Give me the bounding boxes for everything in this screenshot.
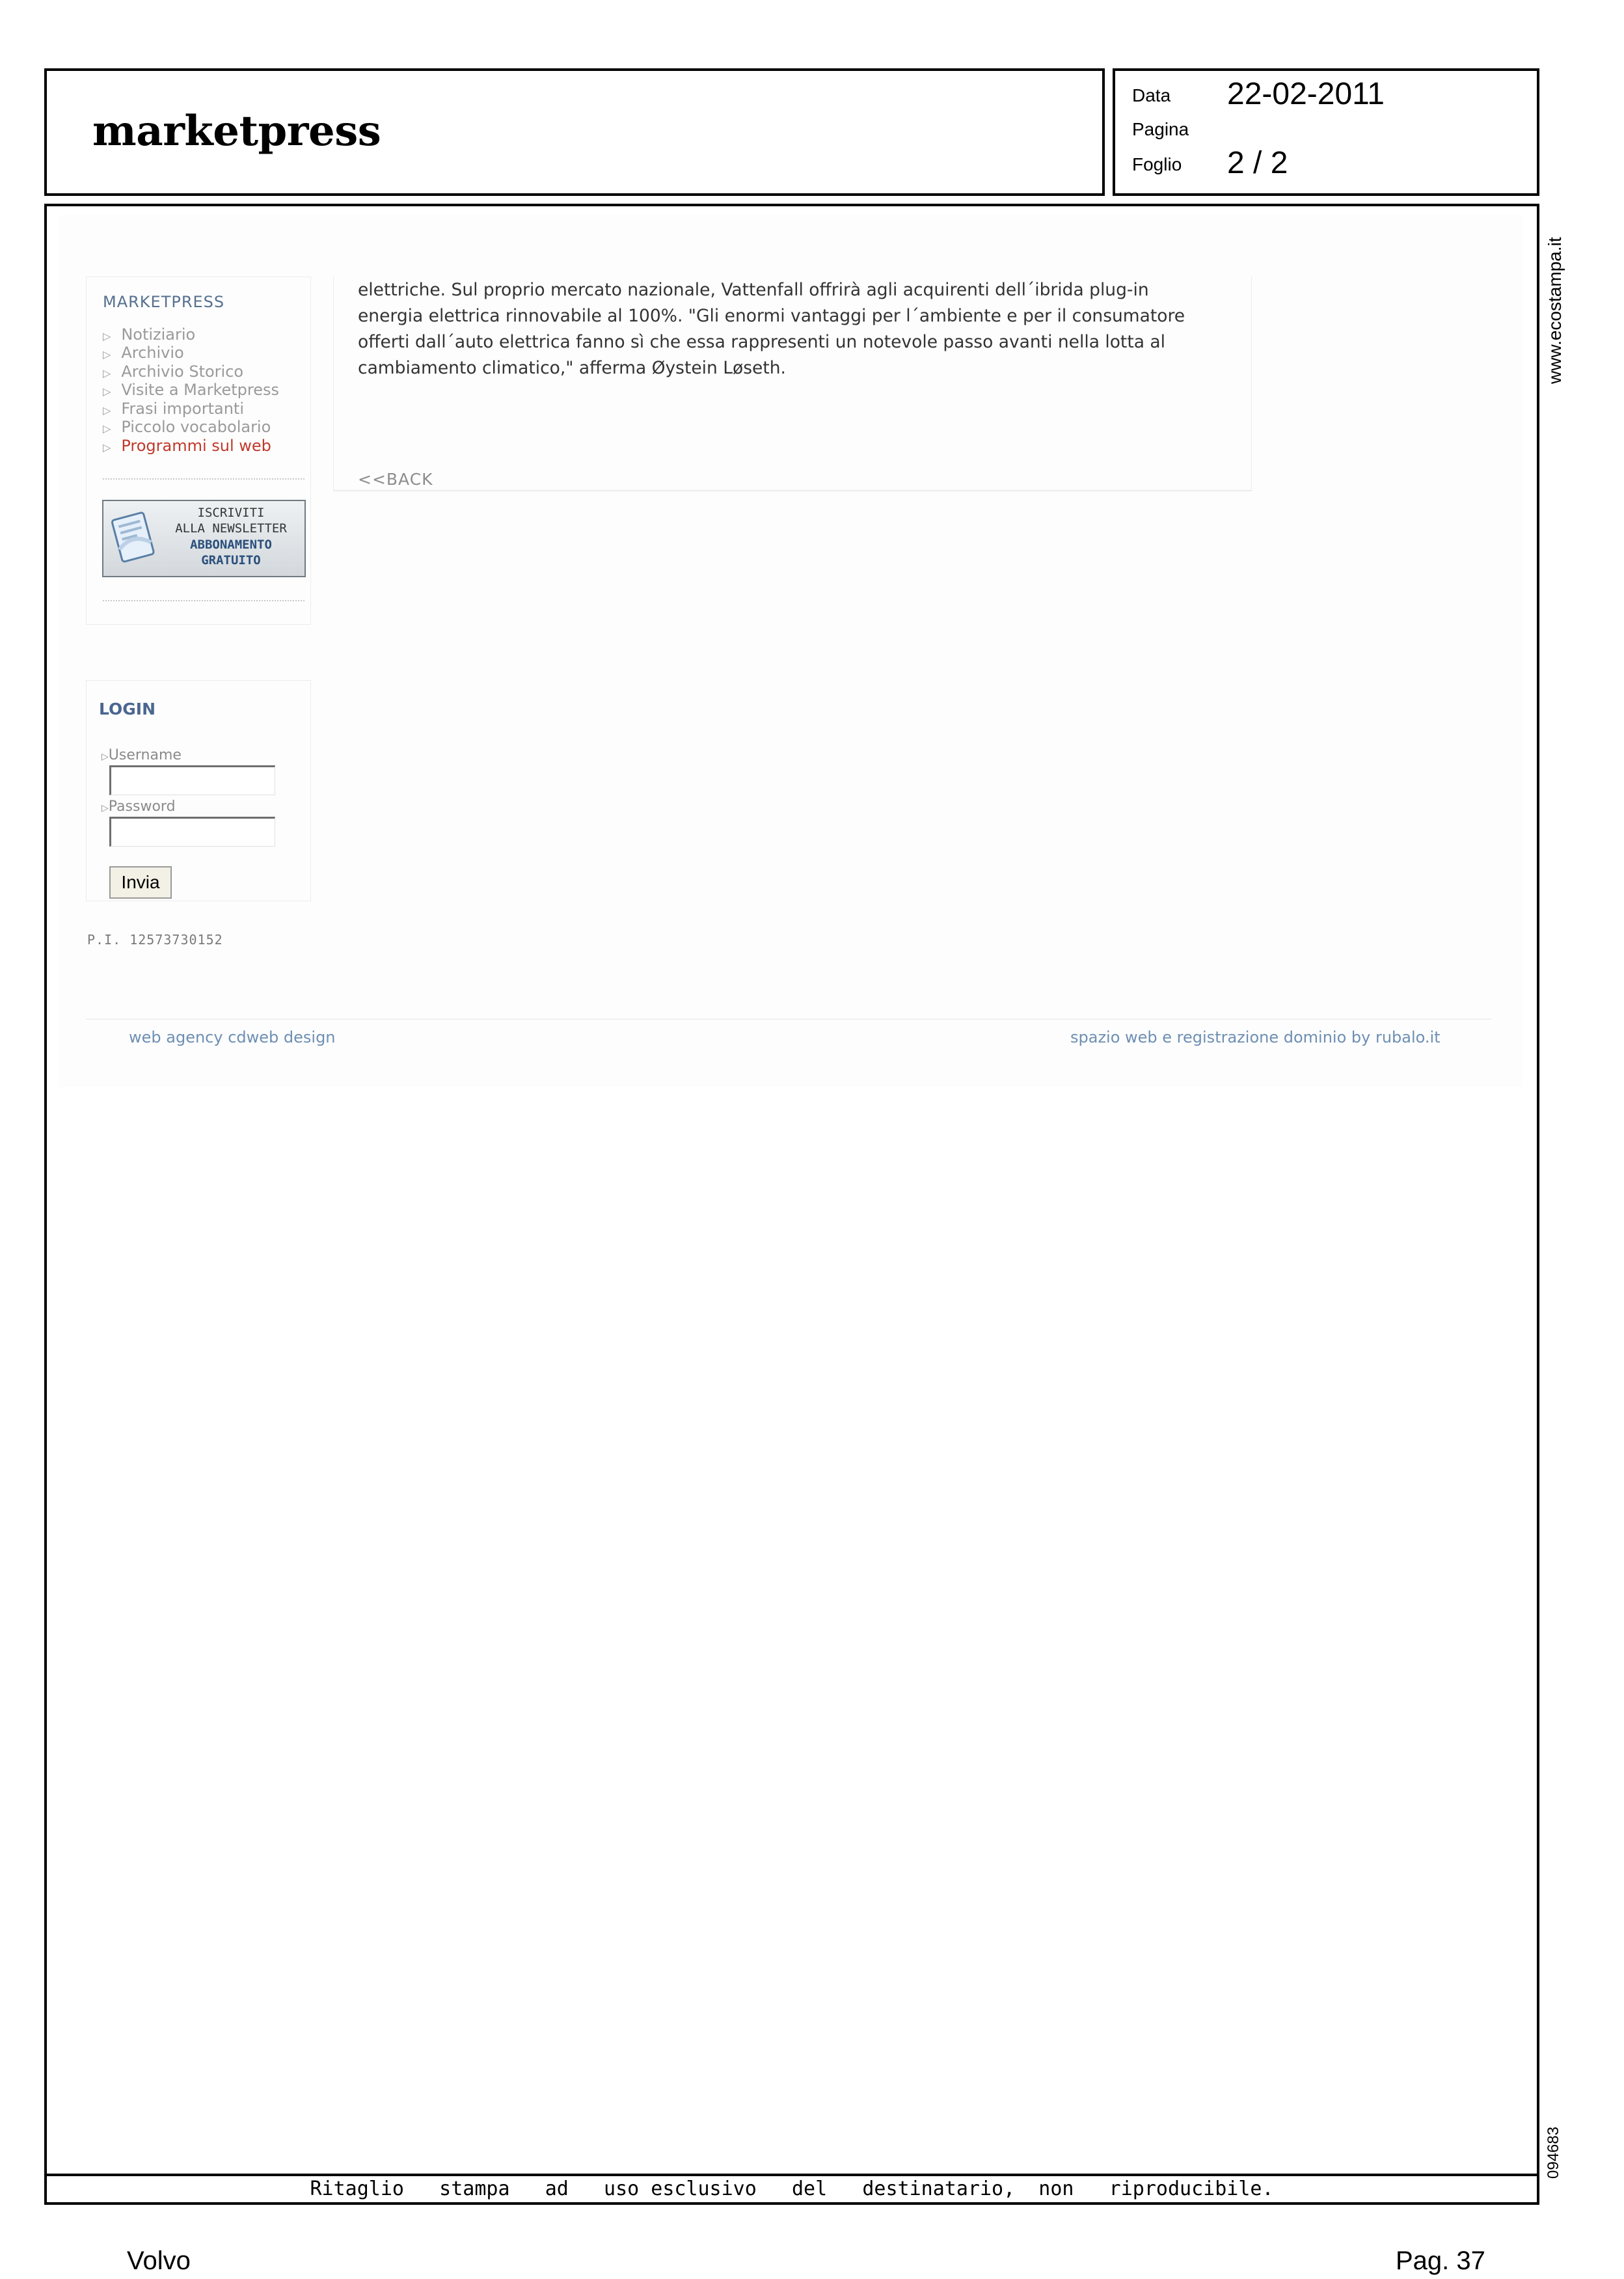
- arrow-right-icon: ▷: [102, 752, 109, 762]
- article-line: offerti dall´auto elettrica fanno sì che essa rappresenti un notevole passo avanti nella lotta al: [358, 332, 1165, 352]
- newsletter-line-1: ISCRIVITI: [197, 506, 265, 520]
- newsletter-line-2: ALLA NEWSLETTER: [175, 521, 287, 536]
- foglio-label: Foglio: [1132, 154, 1182, 174]
- arrow-right-icon: ▷: [103, 404, 111, 416]
- nav-item-archivio-storico[interactable]: ▷ Archivio Storico: [103, 362, 244, 381]
- footer-divider: [86, 1018, 1491, 1020]
- clipping-notice: Ritaglio stampa ad uso esclusivo del destinatario, non riproducibile.: [310, 2177, 1274, 2200]
- nav-item-visite[interactable]: ▷ Visite a Marketpress: [103, 381, 280, 399]
- arrow-right-icon: ▷: [103, 330, 111, 342]
- username-label: ▷Username: [102, 747, 182, 763]
- clipping-code: 094683: [1545, 2126, 1562, 2179]
- password-input[interactable]: [109, 817, 275, 847]
- article-line: energia elettrica rinnovabile al 100%. "Gli enormi vantaggi per l´ambiente e per il consumatore: [358, 306, 1185, 326]
- password-label: ▷Password: [102, 798, 176, 815]
- nav-item-notiziario[interactable]: ▷ Notiziario: [103, 325, 196, 344]
- arrow-right-icon: ▷: [103, 441, 111, 454]
- notice-divider: [44, 2174, 1539, 2176]
- back-link[interactable]: <<BACK: [358, 470, 433, 489]
- footer-agency-link[interactable]: web agency cdweb design: [129, 1028, 336, 1046]
- divider: [103, 478, 304, 480]
- arrow-right-icon: ▷: [103, 385, 111, 398]
- data-value: 22-02-2011: [1227, 77, 1385, 111]
- publication-name: marketpress: [92, 107, 381, 156]
- pagina-label: Pagina: [1132, 119, 1189, 139]
- arrow-right-icon: ▷: [103, 367, 111, 379]
- header-meta-box: [1113, 68, 1539, 196]
- nav-item-frasi[interactable]: ▷ Frasi importanti: [103, 400, 244, 418]
- article-line: cambiamento climatico," afferma Øystein Løseth.: [358, 358, 786, 378]
- page-number: Pag. 37: [1396, 2246, 1485, 2275]
- header-publication-box: [44, 68, 1105, 196]
- client-name: Volvo: [127, 2246, 191, 2275]
- newsletter-line-4: GRATUITO: [201, 553, 261, 567]
- username-input[interactable]: [109, 765, 275, 795]
- sidebar-title: MARKETPRESS: [103, 293, 225, 311]
- nav-item-programmi[interactable]: ▷ Programmi sul web: [103, 437, 271, 455]
- nav-item-archivio[interactable]: ▷ Archivio: [103, 344, 184, 362]
- footer-hosting-link[interactable]: spazio web e registrazione dominio by rubalo.it: [1070, 1028, 1441, 1046]
- nav-item-vocabolario[interactable]: ▷ Piccolo vocabolario: [103, 418, 271, 436]
- arrow-right-icon: ▷: [102, 803, 109, 813]
- data-label: Data: [1132, 85, 1171, 105]
- arrow-right-icon: ▷: [103, 422, 111, 435]
- ecostampa-url: www.ecostampa.it: [1545, 237, 1565, 384]
- login-title: LOGIN: [99, 700, 156, 718]
- arrow-right-icon: ▷: [103, 348, 111, 361]
- foglio-value: 2 / 2: [1227, 146, 1288, 180]
- vat-number: P.I. 12573730152: [87, 932, 223, 948]
- newsletter-line-3: ABBONAMENTO: [190, 538, 272, 552]
- divider: [103, 600, 304, 601]
- newsletter-document-icon: [108, 506, 160, 571]
- article-line: elettriche. Sul proprio mercato nazionale, Vattenfall offrirà agli acquirenti dell´ibrida plug-in: [358, 280, 1149, 300]
- submit-button[interactable]: Invia: [109, 866, 172, 899]
